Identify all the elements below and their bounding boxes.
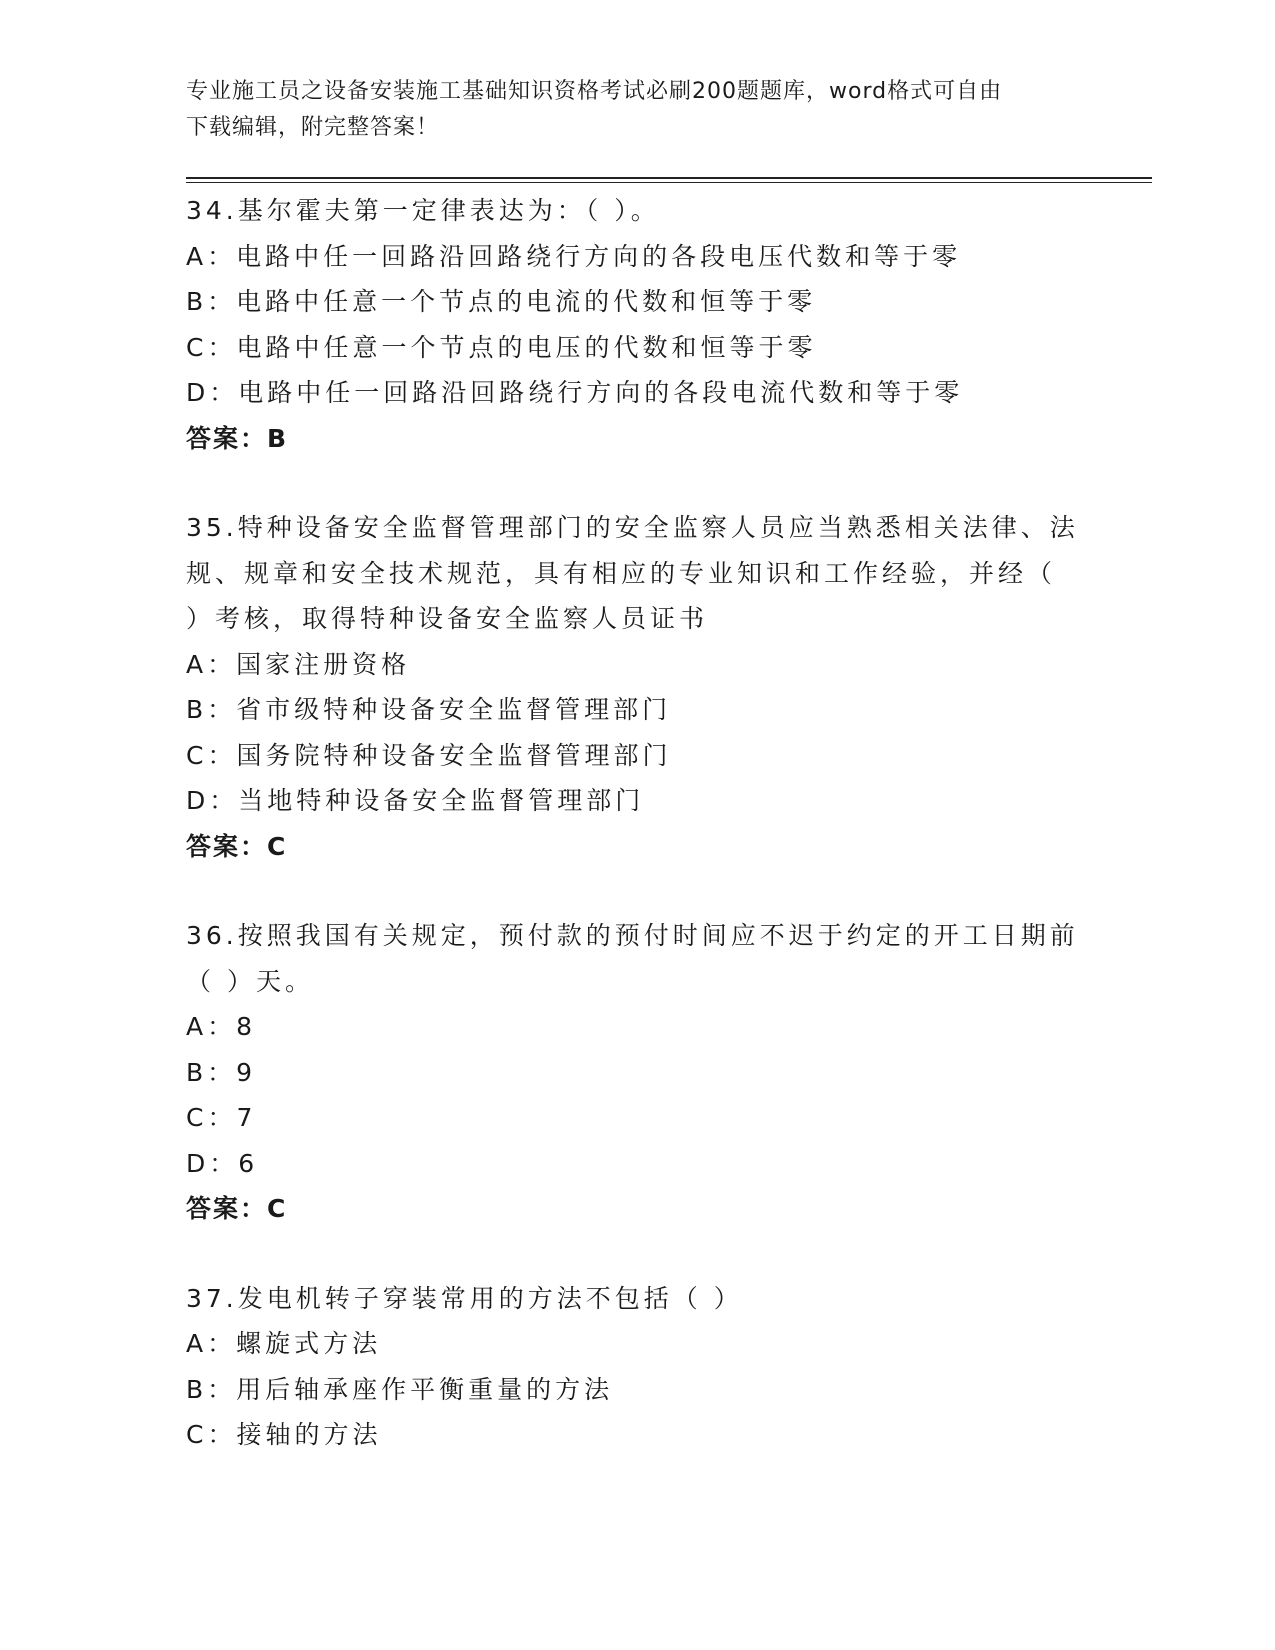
question-35: [186, 505, 1086, 869]
option-a: A：8: [186, 1012, 257, 1041]
answer: 答案：C: [186, 1194, 288, 1223]
option-d: D：电路中任一回路沿回路绕行方向的各段电流代数和等于零: [186, 378, 964, 407]
option-c: C：电路中任意一个节点的电压的代数和恒等于零: [186, 332, 817, 362]
option-a: A：螺旋式方法: [186, 1329, 382, 1358]
question-36: [186, 913, 1086, 1232]
option-c: C：接轴的方法: [186, 1420, 382, 1449]
question-stem-line-1: 35.特种设备安全监督管理部门的安全监察人员应当熟悉相关法律、法: [186, 513, 1079, 542]
question-37: [186, 1276, 1086, 1458]
question-stem-line-2: （ ）天。: [186, 966, 314, 996]
option-d: D：6: [186, 1148, 259, 1178]
answer: 答案：C: [186, 831, 288, 861]
option-b: B：电路中任意一个节点的电流的代数和恒等于零: [186, 287, 817, 316]
header-rule-thick: [186, 177, 1152, 179]
option-b: B：省市级特种设备安全监督管理部门: [186, 695, 672, 724]
header-line-2: 下载编辑，附完整答案！: [186, 115, 440, 140]
question-34: [186, 188, 1086, 461]
document-header: [186, 74, 1086, 146]
header-rule-thin: [186, 182, 1152, 183]
option-b: B：用后轴承座作平衡重量的方法: [186, 1374, 614, 1404]
question-stem: 37.发电机转子穿装常用的方法不包括（ ）: [186, 1283, 743, 1313]
question-stem-line-2: 规、规章和安全技术规范，具有相应的专业知识和工作经验，并经（: [186, 558, 1057, 588]
option-a: A：国家注册资格: [186, 649, 411, 679]
option-d: D：当地特种设备安全监督管理部门: [186, 786, 645, 815]
answer: 答案：B: [186, 423, 289, 453]
question-stem-line-3: ）考核，取得特种设备安全监察人员证书: [186, 604, 709, 633]
option-a: A：电路中任一回路沿回路绕行方向的各段电压代数和等于零: [186, 241, 962, 271]
question-stem-line-1: 36.按照我国有关规定，预付款的预付时间应不迟于约定的开工日期前: [186, 921, 1079, 950]
question-list: [186, 188, 1086, 1502]
question-stem: 34.基尔霍夫第一定律表达为：（ ）。: [186, 196, 660, 225]
option-c: C：7: [186, 1103, 257, 1132]
option-c: C：国务院特种设备安全监督管理部门: [186, 740, 672, 770]
header-line-1: 专业施工员之设备安装施工基础知识资格考试必刷200题题库，word格式可自由: [186, 79, 1003, 104]
option-b: B：9: [186, 1057, 257, 1087]
